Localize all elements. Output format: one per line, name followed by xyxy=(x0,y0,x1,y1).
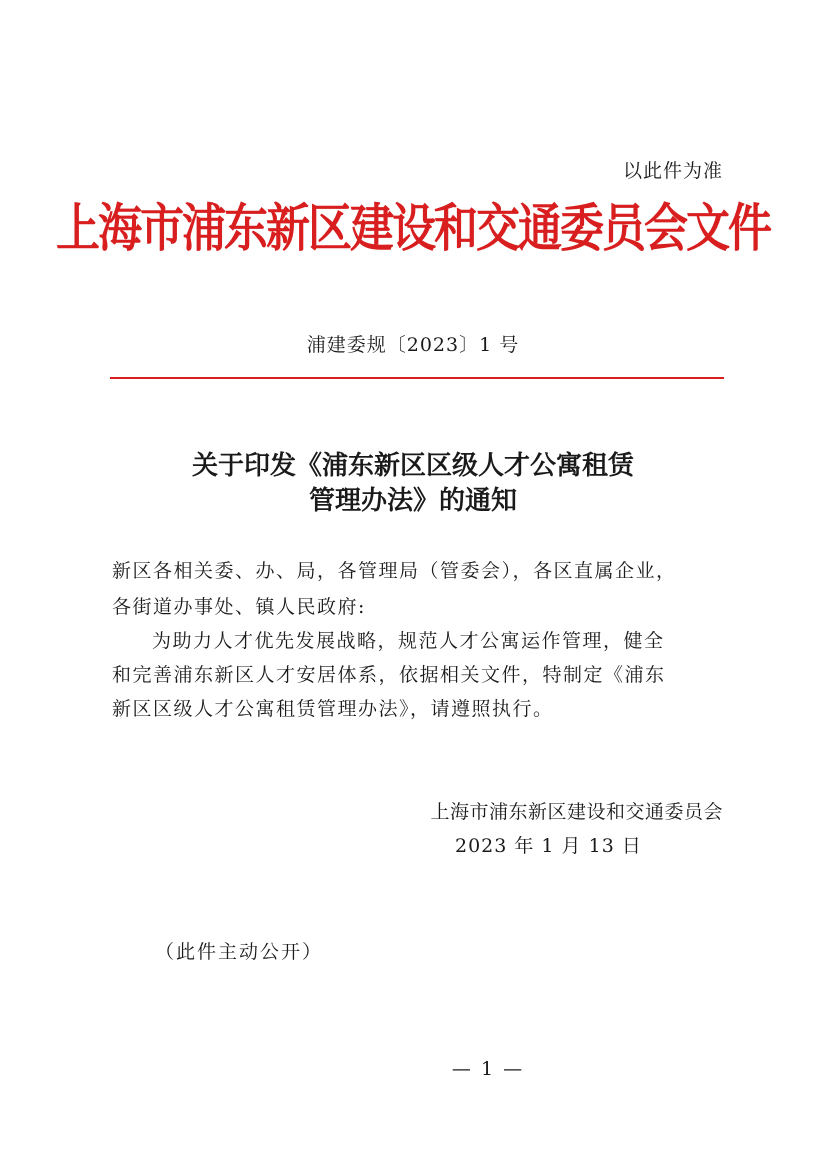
document-title-line-2: 管理办法》的通知 xyxy=(308,486,517,516)
document-title-line-1: 关于印发《浦东新区区级人才公寓租赁 xyxy=(191,451,634,481)
validity-note: 以此件为准 xyxy=(622,160,723,182)
recipients-line-1: 新区各相关委、办、局，各管理局（管委会），各区直属企业， xyxy=(112,560,677,582)
document-number: 浦建委规〔2023〕1 号 xyxy=(306,334,520,356)
body-line-2: 和完善浦东新区人才安居体系，依据相关文件，特制定《浦东 xyxy=(112,664,666,686)
red-divider-line xyxy=(110,377,724,379)
page-number: — 1 — xyxy=(451,1058,525,1080)
issuer-header: 上海市浦东新区建设和交通委员会文件 xyxy=(56,198,770,260)
signature-organization: 上海市浦东新区建设和交通委员会 xyxy=(430,801,723,823)
body-line-1: 为助力人才优先发展战略，规范人才公寓运作管理，健全 xyxy=(152,630,665,652)
issue-date: 2023 年 1 月 13 日 xyxy=(455,835,642,857)
disclosure-note: （此件主动公开） xyxy=(155,941,324,963)
recipients-line-2: 各街道办事处、镇人民政府: xyxy=(112,596,366,618)
body-line-3: 新区区级人才公寓租赁管理办法》，请遵照执行。 xyxy=(112,698,554,720)
